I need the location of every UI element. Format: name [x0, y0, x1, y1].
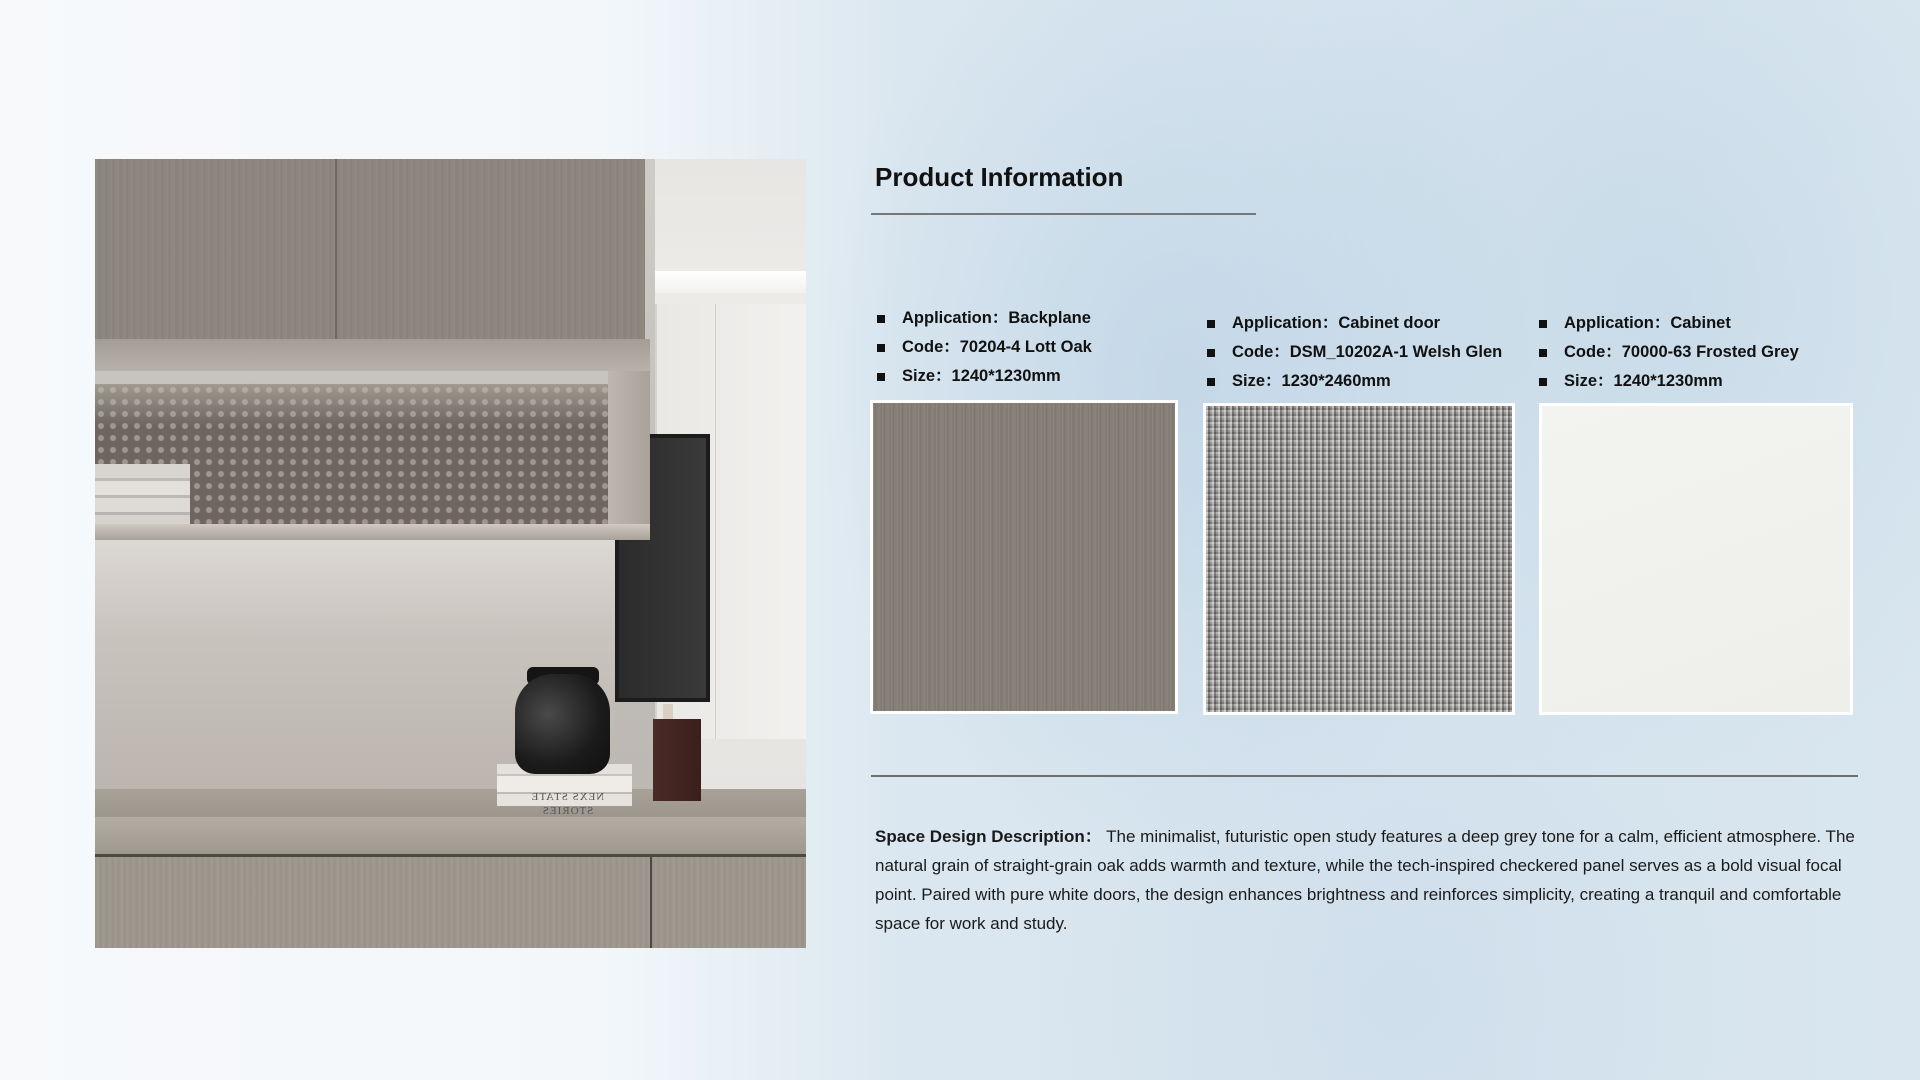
- spec-code: [1205, 338, 1502, 367]
- space-design-description: [875, 822, 1865, 938]
- scene-vase: [515, 674, 610, 774]
- spec-size: [1537, 367, 1799, 396]
- bullet-icon: [1207, 378, 1215, 386]
- spec-value: Cabinet door: [1338, 314, 1441, 332]
- bullet-icon: [1207, 349, 1215, 357]
- spec-size: [875, 362, 1092, 391]
- scene-desk-seam: [650, 857, 652, 948]
- scene-desk-front: [95, 854, 806, 948]
- bullet-icon: [1207, 320, 1215, 328]
- spec-value: DSM_10202A-1 Welsh Glen: [1289, 343, 1503, 361]
- spec-label: Size：: [1232, 372, 1282, 390]
- spec-label: Code：: [1232, 343, 1290, 361]
- product-specs-cabinet-door: [1205, 309, 1502, 396]
- scene-desk-edge: [95, 817, 806, 854]
- spec-label: Size：: [1564, 372, 1614, 390]
- bullet-icon: [877, 315, 885, 323]
- spec-code: [875, 333, 1092, 362]
- spec-value: 70204-4 Lott Oak: [959, 338, 1092, 356]
- spec-value: Cabinet: [1670, 314, 1731, 332]
- scene-sculpture: [653, 719, 701, 801]
- scene-cabinet-bottom: [95, 339, 650, 371]
- section-divider: [871, 775, 1858, 777]
- title-divider: [871, 213, 1256, 215]
- scene-shelf-floor: [95, 524, 650, 540]
- scene-ceiling-light: [655, 271, 806, 293]
- spec-code: [1537, 338, 1799, 367]
- spec-label: Size：: [902, 367, 952, 385]
- page-title: Product Information: [875, 162, 1124, 192]
- interior-scene-image: [95, 159, 806, 948]
- spec-label: Code：: [902, 338, 960, 356]
- swatch-welsh-glen: [1203, 403, 1515, 715]
- description-label: Space Design Description：: [875, 827, 1102, 846]
- bullet-icon: [1539, 320, 1547, 328]
- spec-value: 70000-63 Frosted Grey: [1621, 343, 1799, 361]
- spec-label: Application：: [902, 309, 1009, 327]
- spec-value: 1230*2460mm: [1281, 372, 1391, 390]
- product-specs-cabinet: [1537, 309, 1799, 396]
- spec-value: 1240*1230mm: [1613, 372, 1723, 390]
- spec-application: [875, 304, 1092, 333]
- scene-book-spine-text: NEXS STATE STORIES: [530, 791, 605, 817]
- description-text: The minimalist, futuristic open study features a deep grey tone for a calm, efficient atmosphere. The natural grain of straight-grain oak adds warmth and texture, while the tech-inspired checkered panel serves as a bold visual focal point. Paired with pure white doors, the design enhances brightness and reinforces simplicity, creating a tranquil and comfortable space for work and study.: [875, 827, 1855, 933]
- bullet-icon: [877, 344, 885, 352]
- swatch-frosted-grey: [1539, 403, 1853, 715]
- bullet-icon: [1539, 349, 1547, 357]
- bullet-icon: [1539, 378, 1547, 386]
- scene-cabinet-seam: [335, 159, 337, 339]
- spec-value: 1240*1230mm: [951, 367, 1061, 385]
- spec-label: Application：: [1564, 314, 1671, 332]
- spec-application: [1205, 309, 1502, 338]
- swatch-lott-oak: [870, 400, 1178, 714]
- spec-label: Application：: [1232, 314, 1339, 332]
- scene-door-seam: [715, 304, 716, 739]
- spec-application: [1537, 309, 1799, 338]
- scene-shelf-side: [608, 371, 650, 531]
- scene-shelf-books: [95, 464, 190, 526]
- bullet-icon: [877, 373, 885, 381]
- spec-value: Backplane: [1008, 309, 1091, 327]
- scene-upper-cabinet: [95, 159, 645, 339]
- spec-label: Code：: [1564, 343, 1622, 361]
- spec-size: [1205, 367, 1502, 396]
- product-specs-backplane: [875, 304, 1092, 391]
